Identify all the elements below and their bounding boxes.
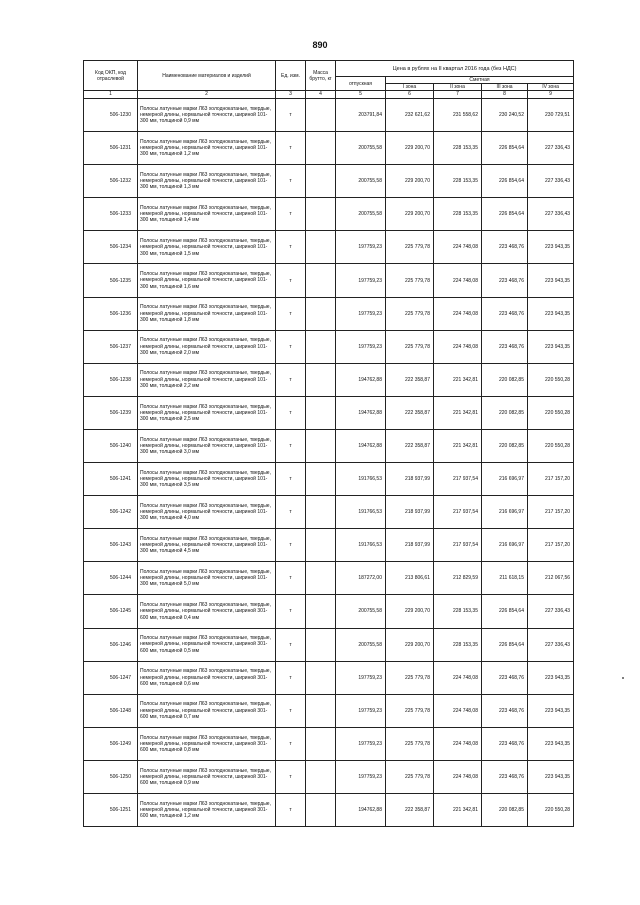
product-code: 506-1240	[84, 429, 138, 462]
header-zone-1: I зона	[386, 84, 434, 91]
price-zone-4: 220 550,28	[528, 429, 574, 462]
release-price: 200755,58	[336, 628, 386, 661]
header-unit: Ед. изм.	[276, 61, 306, 91]
product-code: 506-1247	[84, 661, 138, 694]
product-code: 506-1236	[84, 297, 138, 330]
price-zone-1: 222 358,87	[386, 429, 434, 462]
product-code: 506-1241	[84, 463, 138, 496]
product-code: 506-1244	[84, 562, 138, 595]
price-zone-2: 224 748,08	[434, 297, 482, 330]
price-zone-2: 228 153,35	[434, 595, 482, 628]
price-zone-2: 221 342,81	[434, 363, 482, 396]
price-zone-3: 211 618,15	[482, 562, 528, 595]
price-zone-1: 225 779,78	[386, 727, 434, 760]
product-name: Полосы латунные марки Л63 холоднокатаные, твердые, немерной длины, нормальной точности, шириной 101-300 мм, толщиной 4,0 мм	[138, 496, 276, 529]
column-number: 7	[434, 91, 482, 99]
product-name: Полосы латунные марки Л63 холоднокатаные, твердые, немерной длины, нормальной точности, шириной 101-300 мм, толщиной 1,5 мм	[138, 231, 276, 264]
header-estimate: Сметная	[386, 77, 574, 84]
price-zone-2: 217 937,54	[434, 463, 482, 496]
price-zone-3: 223 468,76	[482, 231, 528, 264]
table-row	[84, 165, 574, 198]
release-price: 197759,23	[336, 760, 386, 793]
price-zone-1: 225 779,78	[386, 297, 434, 330]
unit: т	[276, 297, 306, 330]
product-code: 506-1250	[84, 760, 138, 793]
product-name: Полосы латунные марки Л63 холоднокатаные, твердые, немерной длины, нормальной точности, шириной 101-300 мм, толщиной 4,5 мм	[138, 529, 276, 562]
price-zone-4: 220 550,28	[528, 363, 574, 396]
release-price: 203791,84	[336, 99, 386, 132]
release-price: 194762,88	[336, 793, 386, 826]
price-zone-3: 220 082,85	[482, 396, 528, 429]
product-name: Полосы латунные марки Л63 холоднокатаные, твердые, немерной длины, нормальной точности, шириной 301-600 мм, толщиной 0,6 мм	[138, 661, 276, 694]
price-zone-2: 212 829,59	[434, 562, 482, 595]
price-zone-3: 223 468,76	[482, 661, 528, 694]
price-zone-1: 225 779,78	[386, 264, 434, 297]
unit: т	[276, 396, 306, 429]
price-zone-3: 226 854,64	[482, 628, 528, 661]
price-zone-2: 221 342,81	[434, 793, 482, 826]
product-name: Полосы латунные марки Л63 холоднокатаные, твердые, немерной длины, нормальной точности, шириной 101-300 мм, толщиной 1,3 мм	[138, 165, 276, 198]
price-zone-3: 223 468,76	[482, 727, 528, 760]
product-name: Полосы латунные марки Л63 холоднокатаные, твердые, немерной длины, нормальной точности, шириной 301-600 мм, толщиной 0,7 мм	[138, 694, 276, 727]
product-code: 506-1230	[84, 99, 138, 132]
table-row	[84, 694, 574, 727]
price-zone-3: 226 854,64	[482, 595, 528, 628]
price-zone-2: 224 748,08	[434, 727, 482, 760]
price-zone-3: 226 854,64	[482, 132, 528, 165]
mass	[306, 165, 336, 198]
product-name: Полосы латунные марки Л63 холоднокатаные, твердые, немерной длины, нормальной точности, шириной 101-300 мм, толщиной 2,5 мм	[138, 396, 276, 429]
price-zone-1: 229 200,70	[386, 595, 434, 628]
column-number: 2	[138, 91, 276, 99]
mass	[306, 793, 336, 826]
unit: т	[276, 694, 306, 727]
mass	[306, 727, 336, 760]
table-row	[84, 330, 574, 363]
release-price: 200755,58	[336, 595, 386, 628]
price-zone-2: 224 748,08	[434, 694, 482, 727]
table-row	[84, 727, 574, 760]
price-zone-1: 225 779,78	[386, 694, 434, 727]
unit: т	[276, 529, 306, 562]
price-zone-4: 223 943,35	[528, 264, 574, 297]
price-zone-1: 213 806,61	[386, 562, 434, 595]
release-price: 197759,23	[336, 694, 386, 727]
price-zone-1: 229 200,70	[386, 165, 434, 198]
column-number: 5	[336, 91, 386, 99]
price-zone-3: 220 082,85	[482, 363, 528, 396]
release-price: 197759,23	[336, 297, 386, 330]
table-row	[84, 396, 574, 429]
product-code: 506-1242	[84, 496, 138, 529]
product-name: Полосы латунные марки Л63 холоднокатаные, твердые, немерной длины, нормальной точности, шириной 101-300 мм, толщиной 5,0 мм	[138, 562, 276, 595]
unit: т	[276, 628, 306, 661]
price-zone-4: 220 550,28	[528, 396, 574, 429]
product-name: Полосы латунные марки Л63 холоднокатаные, твердые, немерной длины, нормальной точности, шириной 101-300 мм, толщиной 1,4 мм	[138, 198, 276, 231]
mass	[306, 297, 336, 330]
price-zone-2: 231 558,62	[434, 99, 482, 132]
product-code: 506-1233	[84, 198, 138, 231]
unit: т	[276, 562, 306, 595]
unit: т	[276, 264, 306, 297]
header-code: Код ОКП, код отраслевой	[84, 61, 138, 91]
table-row	[84, 562, 574, 595]
price-zone-1: 218 937,99	[386, 529, 434, 562]
price-zone-3: 223 468,76	[482, 264, 528, 297]
price-zone-2: 217 937,54	[434, 529, 482, 562]
product-name: Полосы латунные марки Л63 холоднокатаные, твердые, немерной длины, нормальной точности, шириной 101-300 мм, толщиной 3,0 мм	[138, 429, 276, 462]
column-number: 1	[84, 91, 138, 99]
price-zone-4: 227 336,43	[528, 165, 574, 198]
price-zone-2: 228 153,35	[434, 198, 482, 231]
mass	[306, 264, 336, 297]
price-zone-1: 222 358,87	[386, 396, 434, 429]
table-row	[84, 264, 574, 297]
product-name: Полосы латунные марки Л63 холоднокатаные, твердые, немерной длины, нормальной точности, шириной 101-300 мм, толщиной 3,5 мм	[138, 463, 276, 496]
release-price: 200755,58	[336, 165, 386, 198]
mass	[306, 231, 336, 264]
column-number: 9	[528, 91, 574, 99]
unit: т	[276, 132, 306, 165]
mass	[306, 694, 336, 727]
price-zone-3: 223 468,76	[482, 297, 528, 330]
price-zone-4: 230 729,51	[528, 99, 574, 132]
release-price: 194762,88	[336, 429, 386, 462]
price-zone-4: 223 943,35	[528, 231, 574, 264]
table-row	[84, 297, 574, 330]
price-zone-1: 225 779,78	[386, 760, 434, 793]
price-zone-1: 229 200,70	[386, 628, 434, 661]
price-zone-2: 224 748,08	[434, 330, 482, 363]
header-mass: Масса брутто, кг	[306, 61, 336, 91]
mass	[306, 628, 336, 661]
product-code: 506-1232	[84, 165, 138, 198]
price-zone-1: 229 200,70	[386, 198, 434, 231]
unit: т	[276, 198, 306, 231]
price-zone-4: 217 157,20	[528, 463, 574, 496]
release-price: 197759,23	[336, 661, 386, 694]
price-zone-4: 227 336,43	[528, 628, 574, 661]
unit: т	[276, 496, 306, 529]
mass	[306, 396, 336, 429]
price-zone-1: 225 779,78	[386, 330, 434, 363]
table-row	[84, 661, 574, 694]
table-body	[84, 99, 574, 827]
price-zone-3: 220 082,85	[482, 793, 528, 826]
price-zone-2: 224 748,08	[434, 760, 482, 793]
product-code: 506-1248	[84, 694, 138, 727]
price-zone-4: 223 943,35	[528, 760, 574, 793]
unit: т	[276, 429, 306, 462]
price-zone-2: 228 153,35	[434, 132, 482, 165]
product-code: 506-1231	[84, 132, 138, 165]
table-row	[84, 760, 574, 793]
product-code: 506-1249	[84, 727, 138, 760]
page-number: 890	[312, 40, 328, 50]
price-zone-2: 228 153,35	[434, 165, 482, 198]
table-row	[84, 429, 574, 462]
price-zone-1: 218 937,99	[386, 496, 434, 529]
release-price: 194762,88	[336, 396, 386, 429]
mass	[306, 363, 336, 396]
product-code: 506-1235	[84, 264, 138, 297]
header-release: отпускная	[336, 77, 386, 91]
release-price: 200755,58	[336, 132, 386, 165]
product-code: 506-1234	[84, 231, 138, 264]
mass	[306, 330, 336, 363]
price-table	[83, 60, 574, 827]
header-zone-4: IV зона	[528, 84, 574, 91]
price-zone-1: 232 621,62	[386, 99, 434, 132]
unit: т	[276, 661, 306, 694]
column-number: 6	[386, 91, 434, 99]
price-zone-4: 223 943,35	[528, 694, 574, 727]
price-zone-2: 221 342,81	[434, 429, 482, 462]
price-zone-4: 217 157,20	[528, 529, 574, 562]
mass	[306, 99, 336, 132]
table-row	[84, 628, 574, 661]
price-zone-2: 228 153,35	[434, 628, 482, 661]
release-price: 194762,88	[336, 363, 386, 396]
release-price: 197759,23	[336, 231, 386, 264]
product-code: 506-1251	[84, 793, 138, 826]
scan-dot	[622, 677, 624, 679]
unit: т	[276, 330, 306, 363]
price-zone-3: 223 468,76	[482, 760, 528, 793]
release-price: 191766,53	[336, 463, 386, 496]
price-zone-3: 216 696,97	[482, 463, 528, 496]
product-name: Полосы латунные марки Л63 холоднокатаные, твердые, немерной длины, нормальной точности, шириной 101-300 мм, толщиной 0,9 мм	[138, 99, 276, 132]
table-row	[84, 198, 574, 231]
price-zone-2: 217 937,54	[434, 496, 482, 529]
unit: т	[276, 463, 306, 496]
mass	[306, 496, 336, 529]
product-name: Полосы латунные марки Л63 холоднокатаные, твердые, немерной длины, нормальной точности, шириной 101-300 мм, толщиной 2,0 мм	[138, 330, 276, 363]
product-code: 506-1237	[84, 330, 138, 363]
unit: т	[276, 99, 306, 132]
header-name: Наименование материалов и изделий	[138, 61, 276, 91]
price-zone-1: 229 200,70	[386, 132, 434, 165]
column-number: 3	[276, 91, 306, 99]
price-zone-4: 212 067,56	[528, 562, 574, 595]
product-name: Полосы латунные марки Л63 холоднокатаные, твердые, немерной длины, нормальной точности, шириной 301-600 мм, толщиной 0,5 мм	[138, 628, 276, 661]
header-zone-3: III зона	[482, 84, 528, 91]
unit: т	[276, 165, 306, 198]
price-zone-3: 226 854,64	[482, 198, 528, 231]
table-row	[84, 231, 574, 264]
price-zone-1: 222 358,87	[386, 793, 434, 826]
product-name: Полосы латунные марки Л63 холоднокатаные, твердые, немерной длины, нормальной точности, шириной 101-300 мм, толщиной 1,8 мм	[138, 297, 276, 330]
unit: т	[276, 760, 306, 793]
price-zone-3: 230 240,52	[482, 99, 528, 132]
table-row	[84, 132, 574, 165]
price-zone-2: 224 748,08	[434, 661, 482, 694]
price-zone-1: 218 937,99	[386, 463, 434, 496]
price-zone-3: 220 082,85	[482, 429, 528, 462]
table-row	[84, 463, 574, 496]
price-zone-1: 225 779,78	[386, 231, 434, 264]
mass	[306, 562, 336, 595]
product-code: 506-1246	[84, 628, 138, 661]
release-price: 187272,00	[336, 562, 386, 595]
product-name: Полосы латунные марки Л63 холоднокатаные, твердые, немерной длины, нормальной точности, шириной 301-600 мм, толщиной 0,4 мм	[138, 595, 276, 628]
price-zone-4: 223 943,35	[528, 330, 574, 363]
price-zone-2: 221 342,81	[434, 396, 482, 429]
header-price-title: Цена в рублях на II квартал 2016 года (без НДС)	[336, 61, 574, 77]
mass	[306, 463, 336, 496]
price-zone-3: 223 468,76	[482, 694, 528, 727]
mass	[306, 529, 336, 562]
release-price: 197759,23	[336, 330, 386, 363]
release-price: 200755,58	[336, 198, 386, 231]
price-zone-3: 216 696,97	[482, 496, 528, 529]
price-zone-4: 227 336,43	[528, 595, 574, 628]
price-zone-4: 223 943,35	[528, 297, 574, 330]
table-row	[84, 496, 574, 529]
table-row	[84, 529, 574, 562]
mass	[306, 429, 336, 462]
price-zone-2: 224 748,08	[434, 264, 482, 297]
product-name: Полосы латунные марки Л63 холоднокатаные, твердые, немерной длины, нормальной точности, шириной 101-300 мм, толщиной 2,2 мм	[138, 363, 276, 396]
price-zone-3: 223 468,76	[482, 330, 528, 363]
product-name: Полосы латунные марки Л63 холоднокатаные, твердые, немерной длины, нормальной точности, шириной 301-600 мм, толщиной 0,8 мм	[138, 727, 276, 760]
price-zone-1: 225 779,78	[386, 661, 434, 694]
table-row	[84, 595, 574, 628]
mass	[306, 595, 336, 628]
column-number-row	[84, 91, 574, 99]
table-row	[84, 99, 574, 132]
product-name: Полосы латунные марки Л63 холоднокатаные, твердые, немерной длины, нормальной точности, шириной 101-300 мм, толщиной 1,6 мм	[138, 264, 276, 297]
price-zone-4: 227 336,43	[528, 198, 574, 231]
product-name: Полосы латунные марки Л63 холоднокатаные, твердые, немерной длины, нормальной точности, шириной 301-600 мм, толщиной 0,9 мм	[138, 760, 276, 793]
price-zone-4: 220 550,28	[528, 793, 574, 826]
price-zone-3: 226 854,64	[482, 165, 528, 198]
release-price: 191766,53	[336, 529, 386, 562]
product-code: 506-1243	[84, 529, 138, 562]
mass	[306, 661, 336, 694]
price-zone-4: 223 943,35	[528, 661, 574, 694]
mass	[306, 760, 336, 793]
price-zone-4: 223 943,35	[528, 727, 574, 760]
product-code: 506-1245	[84, 595, 138, 628]
unit: т	[276, 793, 306, 826]
mass	[306, 198, 336, 231]
price-zone-4: 227 336,43	[528, 132, 574, 165]
price-zone-4: 217 157,20	[528, 496, 574, 529]
release-price: 197759,23	[336, 264, 386, 297]
mass	[306, 132, 336, 165]
product-name: Полосы латунные марки Л63 холоднокатаные, твердые, немерной длины, нормальной точности, шириной 301-600 мм, толщиной 1,2 мм	[138, 793, 276, 826]
table-row	[84, 793, 574, 826]
unit: т	[276, 231, 306, 264]
unit: т	[276, 595, 306, 628]
column-number: 4	[306, 91, 336, 99]
price-zone-2: 224 748,08	[434, 231, 482, 264]
price-zone-3: 216 696,97	[482, 529, 528, 562]
product-code: 506-1239	[84, 396, 138, 429]
unit: т	[276, 363, 306, 396]
release-price: 191766,53	[336, 496, 386, 529]
release-price: 197759,23	[336, 727, 386, 760]
header-zone-2: II зона	[434, 84, 482, 91]
product-code: 506-1238	[84, 363, 138, 396]
column-number: 8	[482, 91, 528, 99]
unit: т	[276, 727, 306, 760]
table-row	[84, 363, 574, 396]
price-zone-1: 222 358,87	[386, 363, 434, 396]
product-name: Полосы латунные марки Л63 холоднокатаные, твердые, немерной длины, нормальной точности, шириной 101-300 мм, толщиной 1,2 мм	[138, 132, 276, 165]
